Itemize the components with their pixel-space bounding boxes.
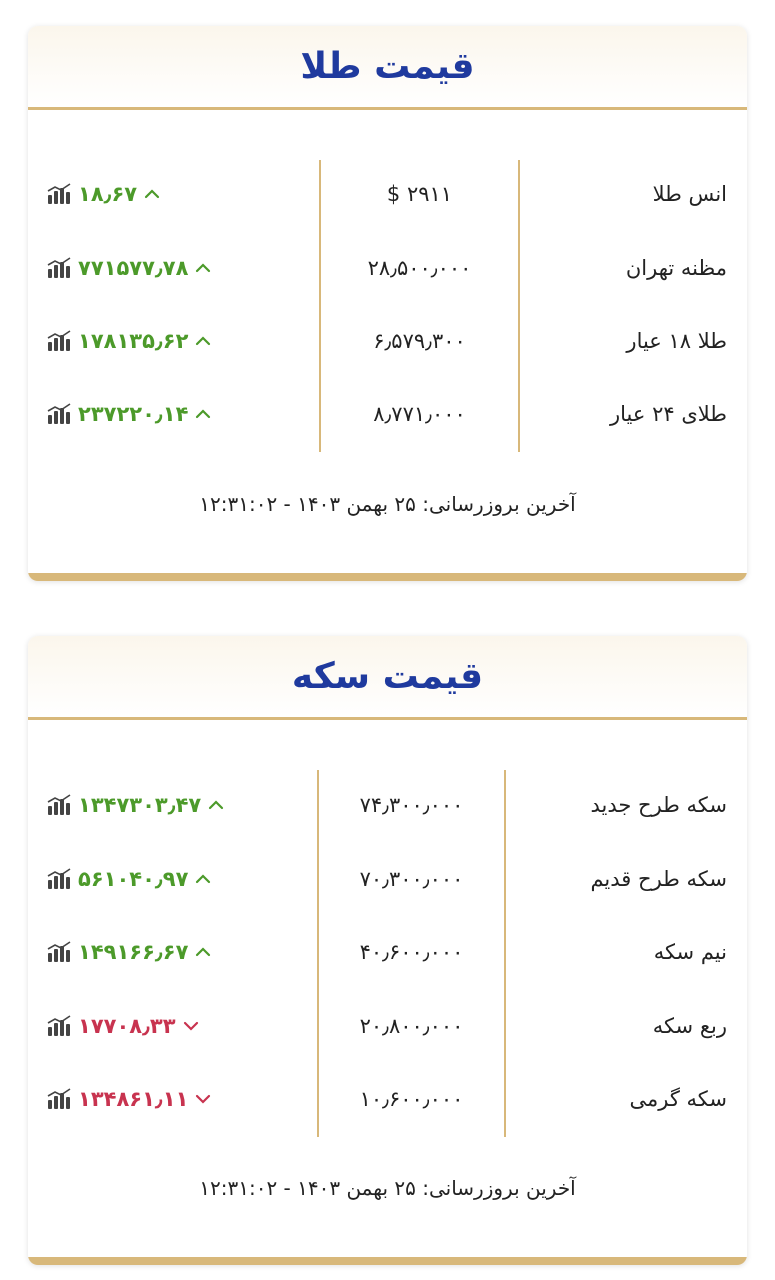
- coin-row: [28, 785, 747, 825]
- bar-chart-icon[interactable]: [46, 403, 72, 425]
- item-name: انس طلا: [652, 182, 727, 206]
- item-price: ۲۰٫۸۰۰٫۰۰۰: [359, 1014, 464, 1038]
- change-cell: [46, 932, 212, 972]
- gold-row: [28, 248, 747, 288]
- bar-chart-icon[interactable]: [46, 183, 72, 205]
- bar-chart-icon[interactable]: [46, 1088, 72, 1110]
- chevron-down-icon: [194, 1092, 212, 1106]
- chevron-up-icon: [194, 945, 212, 959]
- coin-card-title: قیمت سکه: [291, 656, 484, 697]
- bar-chart-icon[interactable]: [46, 941, 72, 963]
- change-value: ۷۷۱۵۷۷٫۷۸: [78, 256, 189, 280]
- change-cell: [46, 1006, 200, 1046]
- item-price: ۸٫۷۷۱٫۰۰۰: [373, 402, 466, 426]
- gold-row: [28, 394, 747, 434]
- item-price: ۶٫۵۷۹٫۳۰۰: [373, 329, 466, 353]
- item-name: سکه طرح جدید: [590, 793, 727, 817]
- coin-price-card: [28, 636, 747, 1265]
- change-value: ۲۳۷۲۲۰٫۱۴: [78, 402, 189, 426]
- card-footer-bar: [28, 573, 747, 581]
- item-name: طلای ۲۴ عیار: [609, 402, 727, 426]
- change-cell: [46, 1079, 212, 1119]
- chevron-up-icon: [194, 334, 212, 348]
- coin-row: [28, 859, 747, 899]
- chevron-up-icon: [207, 798, 225, 812]
- coin-row: [28, 932, 747, 972]
- item-name: مظنه تهران: [625, 256, 727, 280]
- change-cell: [46, 859, 212, 899]
- item-name: ربع سکه: [652, 1014, 727, 1038]
- item-name: نیم سکه: [653, 940, 727, 964]
- change-value: ۱۸٫۶۷: [78, 182, 138, 206]
- item-price: ۲۸٫۵۰۰٫۰۰۰: [367, 256, 472, 280]
- item-price: ۴۰٫۶۰۰٫۰۰۰: [359, 940, 464, 964]
- bar-chart-icon[interactable]: [46, 257, 72, 279]
- item-name: سکه گرمی: [629, 1087, 727, 1111]
- change-cell: [46, 174, 161, 214]
- last-updated-text: آخرین بروزرسانی: ۲۵ بهمن ۱۴۰۳ - ۱۲:۳۱:۰۲: [199, 492, 576, 516]
- coin-row: [28, 1079, 747, 1119]
- item-price: ۱۰٫۶۰۰٫۰۰۰: [359, 1087, 464, 1111]
- item-price: $ ۲۹۱۱: [386, 182, 453, 206]
- chevron-up-icon: [194, 407, 212, 421]
- chevron-up-icon: [143, 187, 161, 201]
- change-value: ۱۳۴۷۳۰۳٫۴۷: [78, 793, 202, 817]
- bar-chart-icon[interactable]: [46, 794, 72, 816]
- gold-card-header: [28, 26, 747, 110]
- chevron-up-icon: [194, 261, 212, 275]
- change-value: ۱۷۸۱۳۵٫۶۲: [78, 329, 189, 353]
- bar-chart-icon[interactable]: [46, 1015, 72, 1037]
- gold-row: [28, 174, 747, 214]
- bar-chart-icon[interactable]: [46, 868, 72, 890]
- change-cell: [46, 321, 212, 361]
- item-price: ۷۰٫۳۰۰٫۰۰۰: [359, 867, 464, 891]
- change-value: ۱۴۹۱۶۶٫۶۷: [78, 940, 189, 964]
- gold-card-title: قیمت طلا: [300, 46, 475, 87]
- item-name: سکه طرح قدیم: [590, 867, 727, 891]
- item-price: ۷۴٫۳۰۰٫۰۰۰: [359, 793, 464, 817]
- change-cell: [46, 394, 212, 434]
- last-updated-text: آخرین بروزرسانی: ۲۵ بهمن ۱۴۰۳ - ۱۲:۳۱:۰۲: [199, 1176, 576, 1200]
- change-value: ۵۶۱۰۴۰٫۹۷: [78, 867, 189, 891]
- change-value: ۱۷۷۰۸٫۳۳: [78, 1014, 176, 1038]
- bar-chart-icon[interactable]: [46, 330, 72, 352]
- gold-row: [28, 321, 747, 361]
- item-name: طلا ۱۸ عیار: [626, 329, 727, 353]
- coin-row: [28, 1006, 747, 1046]
- change-value: ۱۳۴۸۶۱٫۱۱: [78, 1087, 189, 1111]
- gold-price-card: [28, 26, 747, 581]
- change-cell: [46, 785, 225, 825]
- card-footer-bar: [28, 1257, 747, 1265]
- coin-card-header: [28, 636, 747, 720]
- chevron-up-icon: [194, 872, 212, 886]
- chevron-down-icon: [182, 1019, 200, 1033]
- change-cell: [46, 248, 212, 288]
